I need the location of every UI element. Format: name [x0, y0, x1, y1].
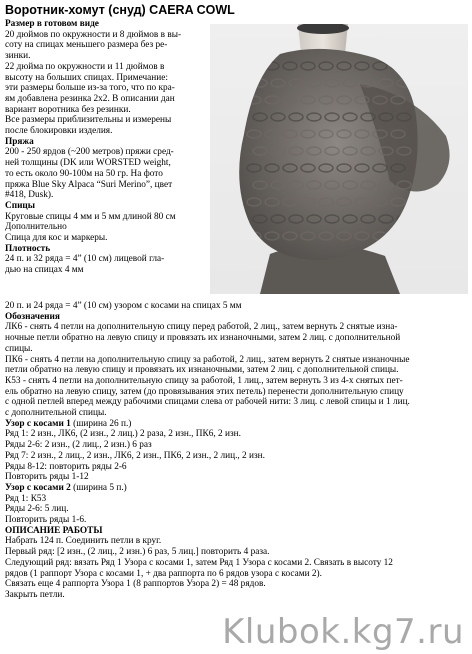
- text-line: Круговые спицы 4 мм и 5 мм длиной 80 см: [5, 211, 176, 222]
- text-line: 22 дюйма по окружности и 11 дюймов в: [5, 61, 165, 72]
- text-line: спицы.: [5, 343, 33, 354]
- text-line: ЛК6 - снять 4 петли на дополнительную спицу перед работой, 2 лиц., затем вернуть 2 снятые изна-: [5, 322, 398, 333]
- text-line: зинки.: [5, 51, 31, 62]
- text-line: 20 п. и 24 ряда = 4” (10 см) узором с косами на спицах 5 мм: [5, 301, 242, 311]
- pattern2-heading: Узор с косами 2: [5, 482, 71, 493]
- text-line: Ряд 1: 2 изн., ЛК6, (2 изн., 2 лиц.) 2 раза, 2 изн., ПК6, 2 изн.: [5, 429, 241, 440]
- text-line: вариант воротника без резинки.: [5, 104, 131, 115]
- text-line: ель обратно на левую спицу, затем (до провязывания этих петель) перенести дополнительную спицу: [5, 386, 404, 397]
- text-line: после блокировки изделия.: [5, 126, 113, 137]
- text-line: дью на спицах 4 мм: [5, 265, 84, 276]
- pattern2-width: (ширина 5 п.): [70, 482, 127, 493]
- yarn-heading: Пряжа: [5, 136, 34, 147]
- pattern1-width: (ширина 26 п.): [70, 418, 132, 429]
- size-text: [5, 30, 209, 137]
- needles-text: [5, 212, 209, 244]
- text-line: эти размеры больше из-за того, что по кра-: [5, 83, 175, 94]
- text-line: Ряды 2-6: 5 лиц.: [5, 504, 69, 515]
- text-line: #418, Dusk).: [5, 190, 54, 201]
- text-line: Ряды 2-6: 2 изн., (2 лиц., 2 изн.) 6 раз: [5, 440, 152, 451]
- knit-stitch: [397, 215, 411, 223]
- pattern2-heading-line: [5, 483, 469, 494]
- gauge-text: [5, 254, 209, 275]
- yarn-text: [5, 147, 209, 201]
- text-line: К53 - снять 4 петли на дополнительную спицу за работой, 1 лиц., затем вернуть 3 из 4-х снятых пет-: [5, 375, 403, 386]
- page-title: Воротник-хомут (снуд) CAERA COWL: [5, 3, 235, 17]
- text-line: петли обратно на левую спицу и провязать их изнаночными, затем 2 лиц. с дополнительной спицы.: [5, 365, 399, 376]
- pattern2-text: [5, 494, 469, 526]
- text-line: Спица для кос и маркеры.: [5, 233, 108, 244]
- pattern1-heading-line: [5, 419, 469, 430]
- text-line: Первый ряд: [2 изн., (2 лиц., 2 изн.) 6 раз, 5 лиц.] повторить 4 раза.: [5, 547, 270, 558]
- cowl-photo: [210, 24, 468, 294]
- text-line: то есть около 90-100м на 50 гр. На фото: [5, 168, 163, 179]
- text-line: Ряды 8-12: повторить ряды 2-6: [5, 461, 127, 472]
- abbreviations-text: [5, 322, 469, 418]
- text-line: Ряд 7: 2 изн., 2 лиц., 2 изн., ЛК6, 2 изн., ПК6, 2 изн., 2 лиц., 2 изн.: [5, 450, 265, 461]
- text-line: высоту на больших спицах. Примечание:: [5, 72, 168, 83]
- text-line: с одной петлей вперед между рабочими спицами слева от рабочей нити: 3 лиц. с левой спицы и 1 лиц.: [5, 397, 410, 408]
- text-line: 20 дюймов по окружности и 8 дюймов в вы-: [5, 29, 182, 40]
- text-line: ночные петли обратно на левую спицу и провязать их изнаночными, затем 2 лиц. с дополнительной: [5, 333, 401, 344]
- instructions-heading: ОПИСАНИЕ РАБОТЫ: [5, 525, 103, 536]
- knit-stitch: [391, 232, 405, 240]
- knit-stitch: [247, 62, 261, 70]
- instructions-text: [5, 536, 469, 600]
- text-line: Повторить ряды 1-6.: [5, 515, 87, 526]
- full-width-text: [5, 301, 469, 601]
- text-line: рядов (1 раппорт Узора с косами 1, + два раппорта по 6 рядов узора с косами 2).: [5, 568, 322, 579]
- text-line: Набрать 124 п. Соединить петли в круг.: [5, 536, 162, 547]
- text-line: ям добавлена резинка 2х2. В описании дан: [5, 93, 175, 104]
- text-line: с дополнительной спицы.: [5, 408, 107, 419]
- cowl-illustration: [210, 24, 468, 294]
- left-column: [5, 19, 209, 276]
- text-line: Закрыть петли.: [5, 589, 65, 600]
- text-line: Следующий ряд: вязать Ряд 1 Узора с косами 1, затем Ряд 1 Узора с косами 2. Связать в высоту 12: [5, 557, 393, 568]
- text-line: 200 - 250 ярдов (~200 метров) пряжи сред-: [5, 147, 174, 158]
- text-line: 24 п. и 32 ряда = 4” (10 см) лицевой гла-: [5, 254, 165, 265]
- text-line: Все размеры приблизительны и измерены: [5, 115, 172, 126]
- size-heading: Размер в готовом виде: [5, 19, 99, 29]
- site-watermark: Klubok.kg7.ru: [222, 612, 464, 652]
- text-line: Дополнительно: [5, 222, 67, 233]
- knit-stitch: [391, 62, 405, 70]
- text-line: ПК6 - снять 4 петли на дополнительную спицу за работой, 2 лиц., затем вернуть 2 снятые изнаночные: [5, 354, 410, 365]
- text-line: соту на спицах меньшего размера без ре-: [5, 40, 168, 51]
- text-line: Повторить ряды 1-12: [5, 472, 89, 483]
- pattern1-heading: Узор с косами 1: [5, 418, 71, 429]
- abbreviations-heading: Обозначения: [5, 311, 60, 322]
- pattern1-text: [5, 429, 469, 483]
- text-line: ней толщины (DK или WORSTED weight,: [5, 158, 171, 169]
- gauge-heading: Плотность: [5, 243, 51, 254]
- text-line: Ряд 1: К53: [5, 493, 47, 504]
- text-line: Связать еще 4 раппорта Узора 1 (8 раппортов Узора 2) = 48 рядов.: [5, 579, 266, 590]
- needles-heading: Спицы: [5, 200, 36, 211]
- text-line: пряжа Blue Sky Alpaca “Suri Merino”, цвет: [5, 179, 173, 190]
